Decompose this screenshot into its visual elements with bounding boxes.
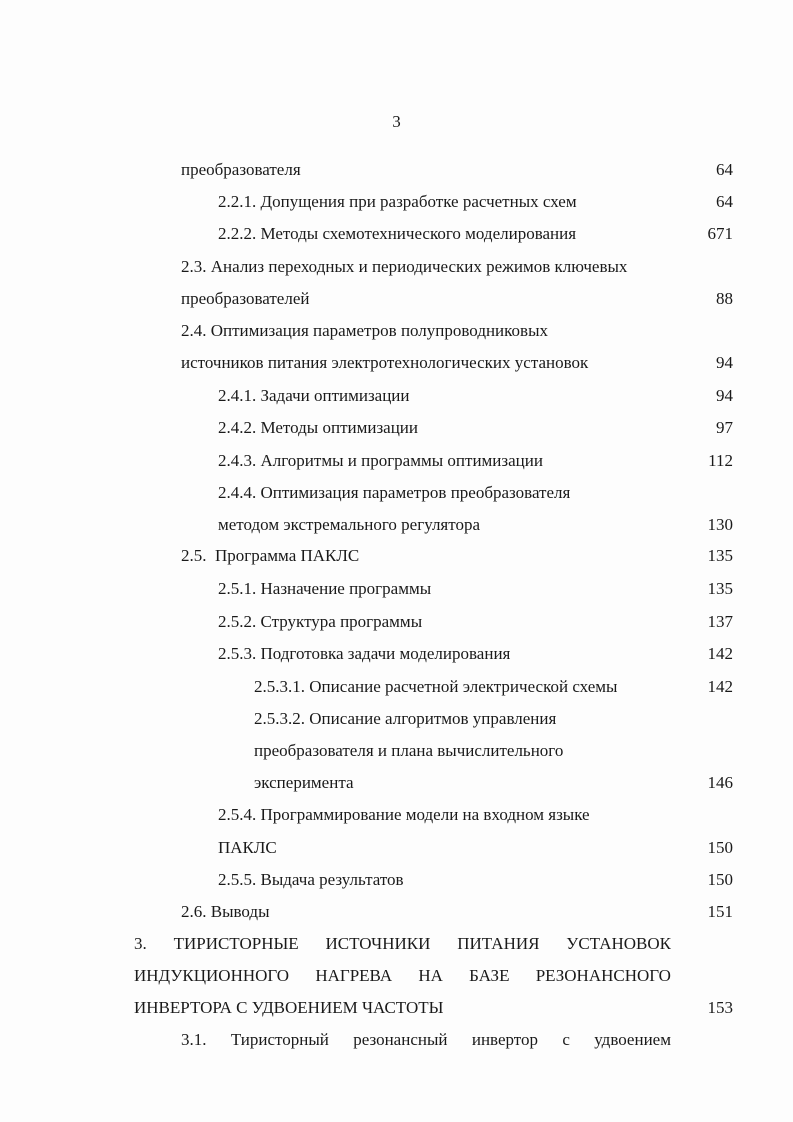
chapter3-word: ТИРИСТОРНЫЕ	[173, 934, 299, 953]
toc-entry-page: 151	[707, 902, 733, 921]
section31-word: удвоением	[594, 1030, 671, 1049]
toc-entry-text: 2.3. Анализ переходных и периодических режимов ключевых	[181, 257, 628, 276]
toc-entry-page: 94	[716, 386, 733, 405]
chapter3-word: УСТАНОВОК	[566, 934, 671, 953]
section31-word: Тиристорный	[230, 1030, 329, 1049]
section31-word: резонансный	[353, 1030, 448, 1049]
toc-entry-text: 2.4.1. Задачи оптимизации	[218, 386, 410, 405]
toc-entry-text: 2.4.2. Методы оптимизации	[218, 418, 419, 437]
toc-entry-page: 150	[707, 838, 733, 857]
toc-entry-page: 64	[716, 160, 733, 179]
chapter3-word: ИСТОЧНИКИ	[325, 934, 431, 953]
toc-entry-page: 88	[716, 289, 733, 308]
chapter3-title-line1	[134, 934, 671, 954]
toc-entry-text: преобразователя	[181, 160, 301, 179]
toc-entry-page: 142	[707, 677, 733, 696]
chapter3-title-line2	[134, 966, 671, 986]
toc-entry-text: преобразователя и плана вычислительного	[254, 741, 564, 760]
toc-entry-text: 2.5.3.2. Описание алгоритмов управления	[254, 709, 557, 728]
chapter3-word: ИНДУКЦИОННОГО	[134, 966, 290, 985]
toc-entry-page: 135	[707, 546, 733, 565]
section31-word: 3.1.	[181, 1030, 207, 1049]
section31-title	[181, 1030, 671, 1050]
toc-entry-page: 142	[707, 644, 733, 663]
toc-entry-text: 2.4.3. Алгоритмы и программы оптимизации	[218, 451, 543, 470]
toc-entry-page: 146	[707, 773, 733, 792]
chapter3-word: БАЗЕ	[469, 966, 510, 985]
section31-word: инвертор	[471, 1030, 538, 1049]
toc-entry-text: преобразователей	[181, 289, 310, 308]
toc-entry-text: 2.5.5. Выдача результатов	[218, 870, 404, 889]
toc-entry-text: 2.2.2. Методы схемотехнического моделирования	[218, 224, 577, 243]
toc-entry-text: методом экстремального регулятора	[218, 515, 481, 534]
toc-entry-text: 2.2.1. Допущения при разработке расчетных схем	[218, 192, 577, 211]
toc-entry-text: 2.5. Программа ПАКЛС	[181, 546, 360, 565]
toc-entry-text: 2.5.3.1. Описание расчетной электрической схемы	[254, 677, 618, 696]
toc-entry-text: 2.5.2. Структура программы	[218, 612, 423, 631]
toc-entry-page: 150	[707, 870, 733, 889]
section31-word: с	[562, 1030, 570, 1049]
toc-entry-page: 135	[707, 579, 733, 598]
chapter3-word: РЕЗОНАНСНОГО	[535, 966, 671, 985]
toc-entry-text: источников питания электротехнологических установок	[181, 353, 589, 372]
toc-entry-text: 2.4.4. Оптимизация параметров преобразователя	[218, 483, 571, 502]
chapter3-page: 153	[707, 998, 733, 1017]
chapter3-word: ПИТАНИЯ	[457, 934, 540, 953]
toc-entry-text: 2.5.3. Подготовка задачи моделирования	[218, 644, 511, 663]
chapter3-word: НА	[418, 966, 443, 985]
toc-entry-page: 671	[707, 224, 733, 243]
toc-entry-page: 112	[708, 451, 733, 470]
page-number: 3	[392, 112, 401, 131]
toc-entry-text: 2.5.1. Назначение программы	[218, 579, 432, 598]
chapter3-word: 3.	[134, 934, 147, 953]
toc-entry-page: 137	[707, 612, 733, 631]
chapter3-title-line3: ИНВЕРТОРА С УДВОЕНИЕМ ЧАСТОТЫ	[134, 998, 444, 1017]
toc-entry-text: 2.4. Оптимизация параметров полупроводниковых	[181, 321, 549, 340]
toc-entry-page: 130	[707, 515, 733, 534]
toc-entry-text: ПАКЛС	[218, 838, 277, 857]
toc-entry-text: 2.6. Выводы	[181, 902, 270, 921]
toc-entry-page: 64	[716, 192, 733, 211]
chapter3-word: НАГРЕВА	[315, 966, 393, 985]
toc-entry-text: 2.5.4. Программирование модели на входном языке	[218, 805, 590, 824]
toc-entry-text: эксперимента	[254, 773, 354, 792]
toc-entry-page: 94	[716, 353, 733, 372]
toc-entry-page: 97	[716, 418, 733, 437]
